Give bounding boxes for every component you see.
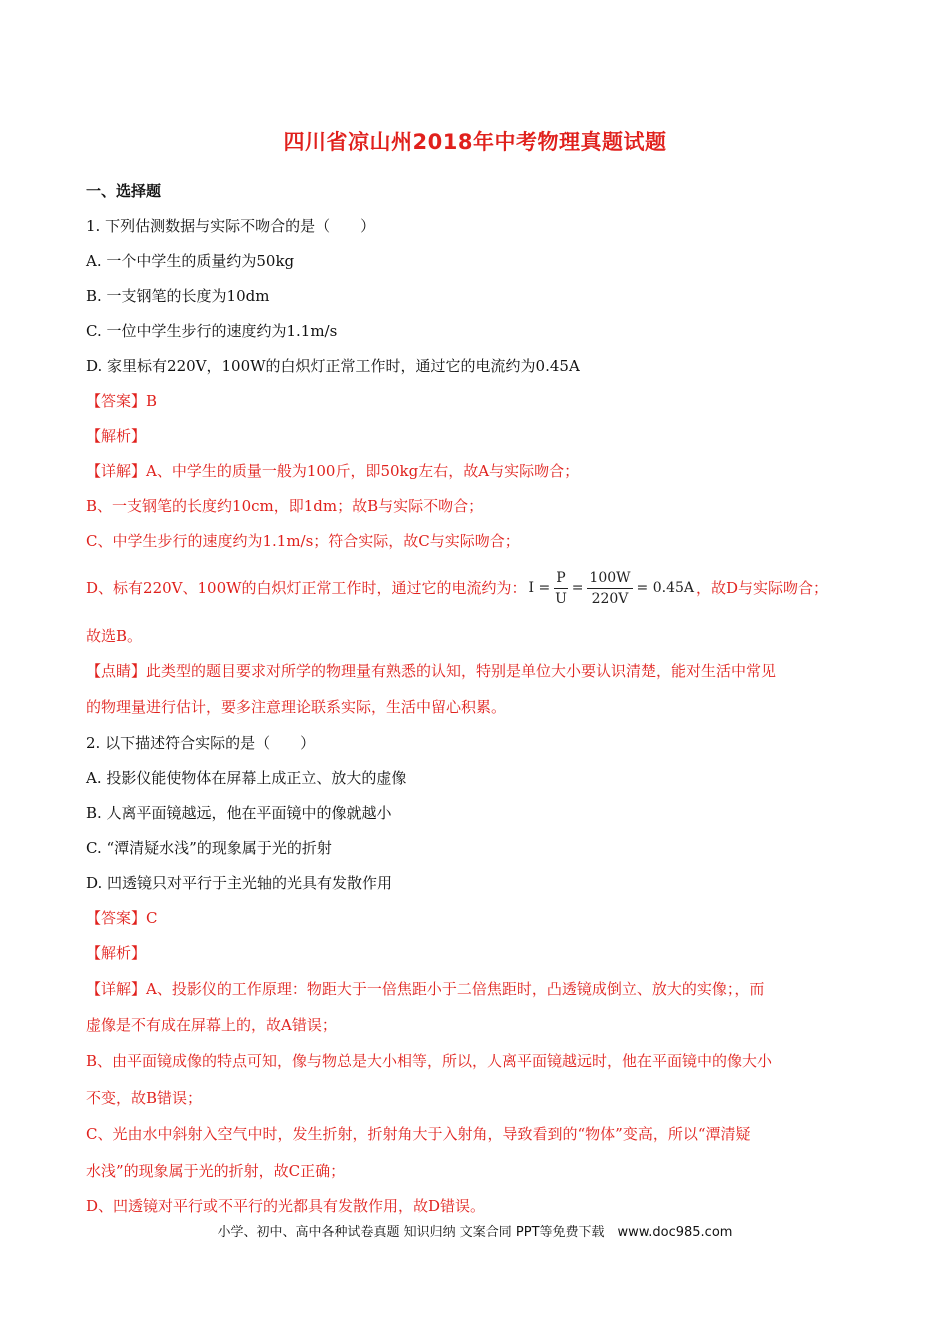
q1-option-d: D. 家里标有220V，100W的白炽灯正常工作时，通过它的电流约为0.45A <box>86 357 580 375</box>
q2-detail-a-line2: 虚像是不有成在屏幕上的，故A错误； <box>86 1016 337 1034</box>
formula-result: = 0.45A <box>636 580 695 596</box>
page-footer: 小学、初中、高中各种试卷真题 知识归纳 文案合同 PPT等免费下载 www.doc985.com <box>217 1225 733 1240</box>
q2-stem: 2. 以下描述符合实际的是（ ） <box>86 734 316 752</box>
q2-detail-c-line1: C、光由水中斜射入空气中时，发生折射，折射角大于入射角，导致看到的“物体”变高，所以“潭清疑 <box>86 1125 751 1143</box>
formula-denominator-u: U <box>555 590 567 607</box>
q2-option-a: A. 投影仪能使物体在屏幕上成正立、放大的虚像 <box>86 769 407 787</box>
q1-option-b: B. 一支钢笔的长度为10dm <box>86 287 270 305</box>
q2-option-d: D. 凹透镜只对平行于主光轴的光具有发散作用 <box>86 874 393 892</box>
formula-numerator-power: 100W <box>587 570 632 589</box>
q2-option-b: B. 人离平面镜越远，他在平面镜中的像就越小 <box>86 804 392 822</box>
q2-answer: 【答案】C <box>86 909 158 927</box>
section-heading: 一、选择题 <box>86 182 162 200</box>
formula-numerator-p: P <box>554 570 567 589</box>
formula-fraction-pu <box>554 570 567 607</box>
q1-detail-d <box>86 566 828 610</box>
q1-analysis-label: 【解析】 <box>86 427 147 445</box>
q1-detail-a: 【详解】A、中学生的质量一般为100斤，即50kg左右，故A与实际吻合； <box>86 462 580 480</box>
q1-answer: 【答案】B <box>86 392 158 410</box>
q2-detail-a-line1: 【详解】A、投影仪的工作原理：物距大于一倍焦距小于二倍焦距时，凸透镜成倒立、放大的实像；，而 <box>86 980 765 998</box>
q1-detail-c: C、中学生步行的速度约为1.1m/s；符合实际，故C与实际吻合； <box>86 532 520 550</box>
document-title: 四川省凉山州2018年中考物理真题试题 <box>283 130 667 154</box>
q1-conclusion: 故选B。 <box>86 627 143 645</box>
formula-equals: = <box>571 580 584 596</box>
q1-comment-line2: 的物理量进行估计，要多注意理论联系实际，生活中留心积累。 <box>86 698 507 716</box>
current-formula <box>529 570 694 607</box>
q1-option-c: C. 一位中学生步行的速度约为1.1m/s <box>86 322 338 340</box>
q2-option-c: C. “潭清疑水浅”的现象属于光的折射 <box>86 839 332 857</box>
q2-detail-c-line2: 水浅”的现象属于光的折射，故C正确； <box>86 1162 346 1180</box>
q1-comment-line1: 【点睛】此类型的题目要求对所学的物理量有熟悉的认知，特别是单位大小要认识清楚，能对生活中常见 <box>86 662 777 680</box>
formula-denominator-voltage: 220V <box>591 590 629 607</box>
q1-option-a: A. 一个中学生的质量约为50kg <box>86 252 295 270</box>
q2-detail-b-line2: 不变，故B错误； <box>86 1089 203 1107</box>
q2-analysis-label: 【解析】 <box>86 944 147 962</box>
formula-fraction-values <box>587 570 632 607</box>
q1-detail-b: B、一支钢笔的长度约10cm，即1dm；故B与实际不吻合； <box>86 497 484 515</box>
q2-detail-d: D、凹透镜对平行或不平行的光都具有发散作用，故D错误。 <box>86 1197 486 1215</box>
q2-detail-b-line1: B、由平面镜成像的特点可知，像与物总是大小相等，所以，人离平面镜越远时，他在平面镜中的像大小 <box>86 1052 773 1070</box>
q1-detail-d-suffix: ，故D与实际吻合； <box>696 579 829 597</box>
q1-stem: 1. 下列估测数据与实际不吻合的是（ ） <box>86 217 376 235</box>
q1-detail-d-prefix: D、标有220V、100W的白炽灯正常工作时，通过它的电流约为： <box>86 579 527 597</box>
formula-lhs: I = <box>528 580 551 596</box>
